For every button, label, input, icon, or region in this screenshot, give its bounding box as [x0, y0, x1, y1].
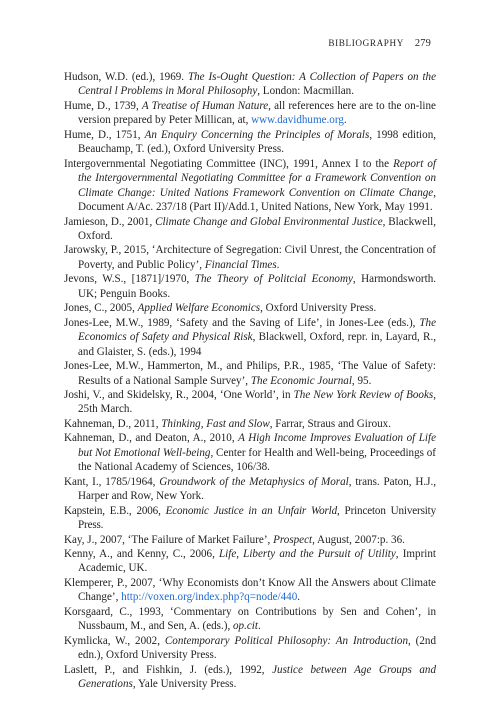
bib-entry-jevons: Jevons, W.S., [1871]/1970, The Theory of Politcial Economy, Harmondsworth. UK; Penguin Books. [64, 273, 437, 300]
bib-entry-hume-1751: Hume, D., 1751, An Enquiry Concerning the Principles of Morals, 1998 edition, Beauchamp, T. (ed.), Oxford University Press. [64, 128, 437, 156]
bib-entry-jones-lee-1985: Jones-Lee, M.W., Hammerton, M., and Philips, P.R., 1985, ‘The Value of Safety: Results of a National Sample Survey’, The Economic Journal, 95. [64, 360, 436, 387]
bib-entry-joshi: Joshi, V., and Skidelsky, R., 2004, ‘One World’, in The New York Review of Books, 25th March. [64, 388, 436, 416]
bib-entry-kant: Kant, I., 1785/1964, Groundwork of the Metaphysics of Moral, trans. Paton, H.J., Harper and Row, New York. [64, 475, 436, 503]
section-title: BIBLIOGRAPHY [328, 38, 404, 48]
voxeu-link[interactable]: http://voxen.org/index.php?q=node/440 [121, 591, 298, 604]
bib-entry-hume-1739: Hume, D., 1739, A Treatise of Human Nature, all references here are to the on-line version prepared by Peter Millican, at, www.davidhume.org. [64, 99, 436, 127]
bib-entry-jamieson: Jamieson, D., 2001, Climate Change and Global Environmental Justice, Blackwell, Oxford. [64, 215, 437, 242]
page-number: 279 [414, 38, 431, 49]
bib-entry-inc: Intergovernmental Negotiating Committee (INC), 1991, Annex I to the Report of the Intergovernmental Negotiating Committee for a Framework Convention on Climate Change: United Nations Framework Convention on Climate Change, Document A/Ac. 237/18 (Part II)/Add.1, United Nations, New York, May 1991. [64, 157, 436, 214]
bibliography-list [64, 70, 436, 691]
running-head [328, 38, 431, 49]
bib-entry-kapstein: Kapstein, E.B., 2006, Economic Justice in an Unfair World, Princeton University Press. [64, 504, 436, 532]
bib-entry-hudson: Hudson, W.D. (ed.), 1969. The Is-Ought Question: A Collection of Papers on the Central l Problems in Moral Philosophy, London: Macmillan. [64, 71, 436, 98]
bib-entry-kahneman-2011: Kahneman, D., 2011, Thinking, Fast and Slow, Farrar, Straus and Giroux. [64, 417, 392, 430]
bib-entry-kenny: Kenny, A., and Kenny, C., 2006, Life, Liberty and the Pursuit of Utility, Imprint Academic, UK. [64, 547, 436, 575]
bib-entry-jones-lee-1989: Jones-Lee, M.W., 1989, ‘Safety and the Saving of Life’, in Jones-Lee (eds.), The Economics of Safety and Physical Risk, Blackwell, Oxford, repr. in, Layard, R., and Glaister, S. (eds.), 1994 [64, 316, 436, 358]
bib-entry-jones: Jones, C., 2005, Applied Welfare Economics, Oxford University Press. [64, 302, 377, 315]
bib-entry-kymlicka: Kymlicka, W., 2002, Contemporary Political Philosophy: An Introduction, (2nd edn.), Oxford University Press. [64, 634, 437, 662]
bib-entry-kahneman-deaton: Kahneman, D., and Deaton, A., 2010, A High Income Improves Evaluation of Life but Not Emotional Well-being, Center for Health and Well-being, Proceedings of the National Academy of Sciences, 106/38. [64, 432, 436, 474]
bib-entry-korsgaard: Korsgaard, C., 1993, ‘Commentary on Contributions by Sen and Cohen’, in Nussbaum, M., and Sen, A. (eds.), op.cit. [64, 605, 436, 633]
bib-entry-jarowsky: Jarowsky, P., 2015, ‘Architecture of Segregation: Civil Unrest, the Concentration of Poverty, and Public Policy’, Financial Times. [64, 244, 436, 271]
bib-entry-laslett: Laslett, P., and Fishkin, J. (eds.), 1992, Justice between Age Groups and Generations, Yale University Press. [64, 663, 436, 691]
bib-entry-kay: Kay, J., 2007, ‘The Failure of Market Failure’, Prospect, August, 2007:p. 36. [64, 533, 405, 546]
bib-entry-klemperer: Klemperer, P., 2007, ‘Why Economists don’t Know All the Answers about Climate Change’, http://voxen.org/index.php?q=node/440. [64, 576, 436, 604]
hume-website-link[interactable]: www.davidhume.org [251, 114, 344, 127]
